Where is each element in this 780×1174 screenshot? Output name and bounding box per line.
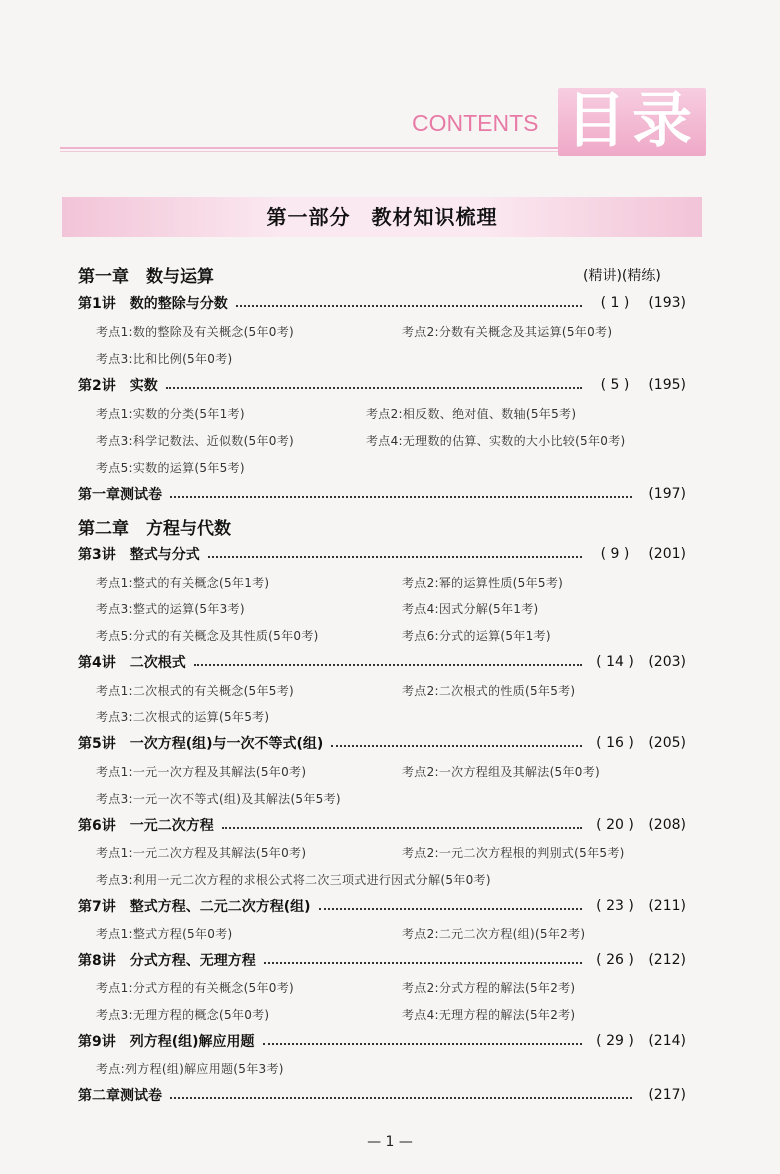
entry-title: 第9讲 列方程(组)解应用题	[78, 1034, 255, 1050]
entry-page-practice: (217)	[648, 1087, 686, 1103]
toc-entry-chapter-1-test[interactable]	[78, 483, 686, 505]
header-rule-thin	[60, 151, 558, 152]
toc-entry-lecture-7[interactable]	[78, 895, 686, 917]
entry-title: 第5讲 一次方程(组)与一次不等式(组)	[78, 736, 324, 752]
chapter-heading-2: 第二章 方程与代数	[78, 519, 231, 539]
chapter-heading-1: 第一章 数与运算	[78, 267, 214, 287]
entry-page-practice: (212)	[648, 952, 686, 968]
exam-point: 考点1:数的整除及有关概念(5年0考)	[96, 325, 295, 339]
entry-page-lecture: ( 29 )	[596, 1033, 634, 1049]
exam-point: 考点1:整式的有关概念(5年1考)	[96, 576, 270, 590]
exam-point: 考点4:无理方程的解法(5年2考)	[402, 1008, 576, 1022]
dot-leader	[236, 303, 582, 307]
exam-point: 考点3:利用一元二次方程的求根公式将二次三项式进行因式分解(5年0考)	[96, 873, 491, 887]
entry-title: 第一章测试卷	[78, 487, 162, 503]
part-title: 第一部分 教材知识梳理	[266, 205, 498, 229]
toc-entry-lecture-9[interactable]	[78, 1030, 686, 1052]
entry-title: 第8讲 分式方程、无理方程	[78, 953, 256, 969]
entry-title: 第6讲 一元二次方程	[78, 818, 214, 834]
contents-heading: CONTENTS	[412, 110, 539, 136]
exam-point: 考点2:相反数、绝对值、数轴(5年5考)	[366, 407, 577, 421]
dot-leader	[319, 906, 582, 910]
dot-leader	[222, 825, 582, 829]
dot-leader	[331, 743, 582, 747]
dot-leader	[264, 960, 582, 964]
exam-point: 考点3:无理方程的概念(5年0考)	[96, 1008, 270, 1022]
entry-page-practice: (203)	[648, 654, 686, 670]
dot-leader	[170, 1095, 632, 1099]
entry-title: 第1讲 数的整除与分数	[78, 296, 228, 312]
exam-point: 考点5:实数的运算(5年5考)	[96, 461, 245, 475]
entry-page-practice: (197)	[648, 486, 686, 502]
exam-point: 考点2:二次根式的性质(5年5考)	[402, 684, 576, 698]
dot-leader	[194, 662, 582, 666]
exam-point: 考点1:分式方程的有关概念(5年0考)	[96, 981, 295, 995]
entry-page-lecture: ( 23 )	[596, 898, 634, 914]
exam-point: 考点3:整式的运算(5年3考)	[96, 602, 245, 616]
entry-title: 第7讲 整式方程、二元二次方程(组)	[78, 899, 311, 915]
entry-title: 第2讲 实数	[78, 378, 158, 394]
toc-entry-lecture-6[interactable]	[78, 814, 686, 836]
exam-point: 考点:列方程(组)解应用题(5年3考)	[96, 1062, 284, 1076]
toc-entry-lecture-5[interactable]	[78, 732, 686, 754]
exam-point: 考点2:二元二次方程(组)(5年2考)	[402, 927, 586, 941]
entry-page-practice: (195)	[648, 377, 686, 393]
exam-point: 考点5:分式的有关概念及其性质(5年0考)	[96, 629, 319, 643]
mulu-title: 目录	[566, 86, 698, 156]
exam-point: 考点6:分式的运算(5年1考)	[402, 629, 551, 643]
exam-point: 考点2:一元二次方程根的判别式(5年5考)	[402, 846, 625, 860]
entry-page-lecture: ( 20 )	[596, 817, 634, 833]
page-number: — 1 —	[367, 1134, 413, 1150]
toc-entry-lecture-1[interactable]	[78, 292, 686, 314]
toc-entry-lecture-3[interactable]	[78, 543, 686, 565]
exam-point: 考点1:一元二次方程及其解法(5年0考)	[96, 846, 307, 860]
part-banner	[62, 197, 702, 237]
entry-page-practice: (211)	[648, 898, 686, 914]
toc-entry-lecture-8[interactable]	[78, 949, 686, 971]
exam-point: 考点3:一元一次不等式(组)及其解法(5年5考)	[96, 792, 341, 806]
dot-leader	[166, 385, 582, 389]
entry-page-practice: (193)	[648, 295, 686, 311]
exam-point: 考点3:比和比例(5年0考)	[96, 352, 233, 366]
exam-point: 考点4:因式分解(5年1考)	[402, 602, 539, 616]
dot-leader	[263, 1041, 582, 1045]
entry-title: 第4讲 二次根式	[78, 655, 186, 671]
exam-point: 考点4:无理数的估算、实数的大小比较(5年0考)	[366, 434, 626, 448]
entry-title: 第3讲 整式与分式	[78, 547, 200, 563]
toc-entry-lecture-4[interactable]	[78, 651, 686, 673]
entry-page-practice: (214)	[648, 1033, 686, 1049]
exam-point: 考点2:幂的运算性质(5年5考)	[402, 576, 564, 590]
exam-point: 考点3:二次根式的运算(5年5考)	[96, 710, 270, 724]
exam-point: 考点2:一次方程组及其解法(5年0考)	[402, 765, 601, 779]
header-rule	[60, 147, 558, 149]
exam-point: 考点1:一元一次方程及其解法(5年0考)	[96, 765, 307, 779]
entry-page-lecture: ( 1 )	[600, 295, 630, 311]
entry-page-practice: (208)	[648, 817, 686, 833]
entry-title: 第二章测试卷	[78, 1088, 162, 1104]
entry-page-lecture: ( 16 )	[596, 735, 634, 751]
exam-point: 考点2:分式方程的解法(5年2考)	[402, 981, 576, 995]
entry-page-practice: (205)	[648, 735, 686, 751]
entry-page-lecture: ( 5 )	[600, 377, 630, 393]
exam-point: 考点2:分数有关概念及其运算(5年0考)	[402, 325, 613, 339]
exam-point: 考点3:科学记数法、近似数(5年0考)	[96, 434, 295, 448]
column-labels: (精讲)(精练)	[583, 268, 661, 284]
toc-entry-lecture-2[interactable]	[78, 374, 686, 396]
entry-page-lecture: ( 14 )	[596, 654, 634, 670]
toc-entry-chapter-2-test[interactable]	[78, 1084, 686, 1106]
exam-point: 考点1:二次根式的有关概念(5年5考)	[96, 684, 295, 698]
dot-leader	[170, 494, 632, 498]
dot-leader	[208, 554, 582, 558]
entry-page-lecture: ( 26 )	[596, 952, 634, 968]
exam-point: 考点1:整式方程(5年0考)	[96, 927, 233, 941]
entry-page-practice: (201)	[648, 546, 686, 562]
entry-page-lecture: ( 9 )	[600, 546, 630, 562]
exam-point: 考点1:实数的分类(5年1考)	[96, 407, 245, 421]
